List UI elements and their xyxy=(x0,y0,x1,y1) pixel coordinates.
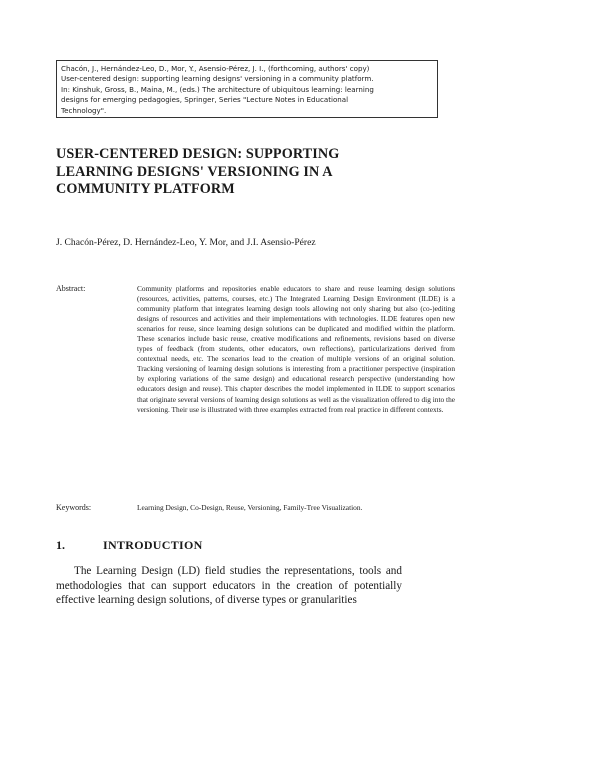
intro-paragraph: The Learning Design (LD) field studies the representations, tools and methodologies that can support educators in the creation of potentially effective learning design solutions, of diverse types or granularities xyxy=(56,565,402,606)
title-line: LEARNING DESIGNS' VERSIONING IN A xyxy=(56,163,333,180)
citation-line: In: Kinshuk, Gross, B., Maina, M., (eds.) The architecture of ubiquitous learning: learning xyxy=(61,84,374,94)
citation-line: designs for emerging pedagogies, Springer, Series "Lecture Notes in Educational xyxy=(61,95,349,105)
citation-box xyxy=(56,60,438,118)
abstract-label: Abstract: xyxy=(56,284,86,293)
title-line: COMMUNITY PLATFORM xyxy=(56,181,235,197)
authors: J. Chacón-Pérez, D. Hernández-Leo, Y. Mor, and J.I. Asensio-Pérez xyxy=(56,237,316,248)
section-title: INTRODUCTION xyxy=(103,538,203,552)
citation-line: User-centered design: supporting learning designs' versioning in a community platform. xyxy=(61,74,374,84)
section-number: 1. xyxy=(56,538,65,552)
abstract-text: Community platforms and repositories enable educators to share and reuse learning design solutions (resources, activities, patterns, courses, etc.) The Integrated Learning Design Environment (ILDE) is a community platform that integrates learning design tools allowing not only sharing but also (co-)editing designs of resources and activities and their implementations with technologies. ILDE features open new scenarios for reuse, since learning design solutions can be duplicated and modified within the platform. These scenarios include basic reuse, creative modifications and refinements, revisions based on diverse types of feedback (from students, other educators, own reflections), particularizations derived from contextual needs, etc. The scenarios lead to the creation of multiple versions of an original solution. Tracking versioning of learning design solutions is interesting from a practitioner perspective (inspiration by exploring variations of the same design) and educational research perspective (understanding how educators design and reuse). This chapter describes the model implemented in ILDE to support scenarios that originate several versions of learning design solutions as well as the visualization offered to dig into the versioning. Their use is illustrated with three examples extracted from real practice in different contexts. xyxy=(137,284,455,414)
citation-line: Technology". xyxy=(61,105,107,115)
keywords-text: Learning Design, Co-Design, Reuse, Versioning, Family-Tree Visualization. xyxy=(137,503,363,512)
title-line: USER-CENTERED DESIGN: SUPPORTING xyxy=(56,146,340,162)
paper-title xyxy=(56,146,476,199)
keywords-label: Keywords: xyxy=(56,503,92,512)
citation-line: Chacón, J., Hernández-Leo, D., Mor, Y., Asensio-Pérez, J. I., (forthcoming, authors' copy) xyxy=(61,64,370,73)
